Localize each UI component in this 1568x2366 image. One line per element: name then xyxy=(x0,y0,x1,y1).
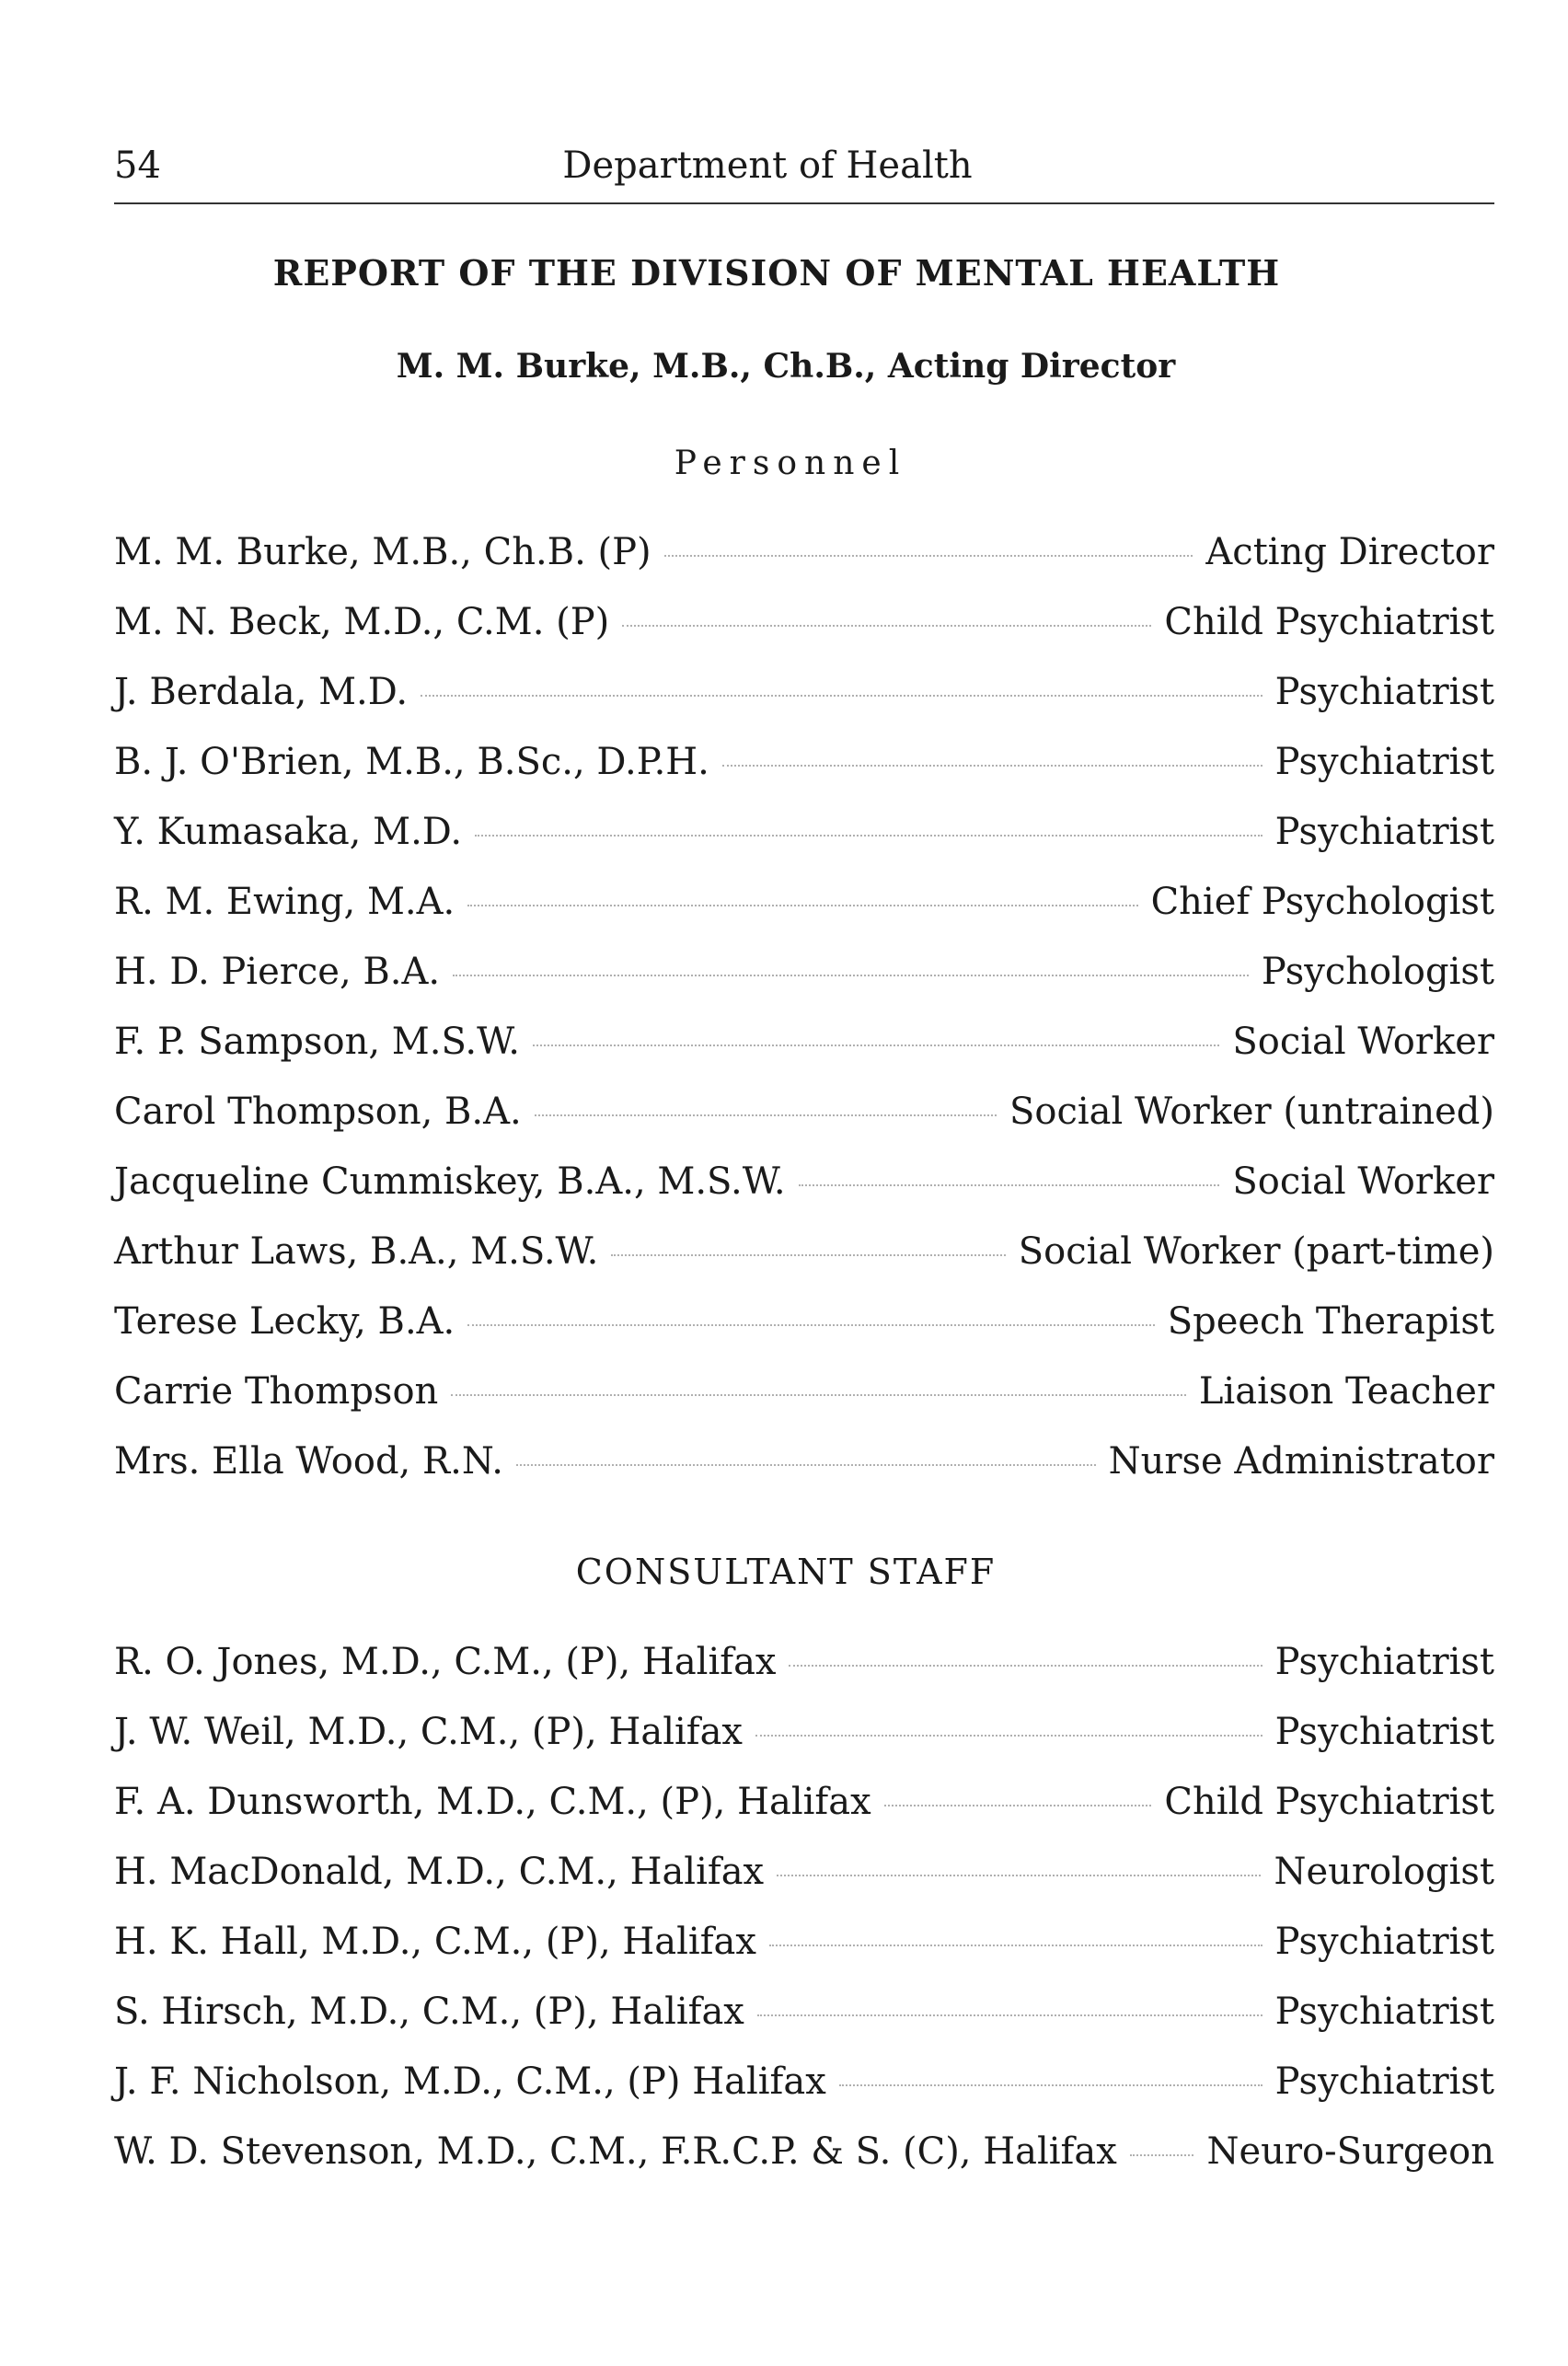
dot-leader xyxy=(451,1394,1186,1396)
staff-name: Mrs. Ella Wood, R.N. xyxy=(114,1440,503,1483)
report-title: REPORT OF THE DIVISION OF MENTAL HEALTH xyxy=(272,252,1281,294)
consultant-row xyxy=(114,1907,1494,1977)
personnel-row xyxy=(114,1217,1494,1287)
consultant-name: R. O. Jones, M.D., C.M., (P), Halifax xyxy=(114,1641,777,1683)
consultant-role: Neuro-Surgeon xyxy=(1206,2130,1494,2173)
staff-name: Y. Kumasaka, M.D. xyxy=(114,811,463,853)
staff-name: Terese Lecky, B.A. xyxy=(114,1300,455,1343)
consultant-name: J. W. Weil, M.D., C.M., (P), Halifax xyxy=(114,1711,743,1753)
dot-leader xyxy=(516,1464,1096,1466)
header-rule xyxy=(114,202,1494,204)
personnel-row xyxy=(114,1077,1494,1147)
staff-role: Child Psychiatrist xyxy=(1164,601,1494,643)
dot-leader xyxy=(1130,2154,1194,2156)
dot-leader xyxy=(884,1805,1152,1806)
staff-role: Liaison Teacher xyxy=(1198,1370,1494,1413)
dot-leader xyxy=(467,1324,1154,1326)
dot-leader xyxy=(475,835,1262,837)
personnel-list xyxy=(114,517,1494,1496)
staff-role: Chief Psychologist xyxy=(1150,881,1494,923)
dot-leader xyxy=(757,2014,1262,2016)
personnel-row xyxy=(114,937,1494,1007)
consultant-role: Psychiatrist xyxy=(1274,1641,1494,1683)
consultant-name: J. F. Nicholson, M.D., C.M., (P) Halifax xyxy=(114,2060,826,2103)
consultant-role: Psychiatrist xyxy=(1274,1991,1494,2033)
personnel-row xyxy=(114,517,1494,587)
staff-role: Social Worker xyxy=(1232,1021,1494,1063)
dot-leader xyxy=(755,1735,1262,1737)
consultant-row xyxy=(114,2047,1494,2117)
staff-name: M. M. Burke, M.B., Ch.B. (P) xyxy=(114,531,651,573)
personnel-row xyxy=(114,1007,1494,1077)
dot-leader xyxy=(839,2084,1262,2086)
personnel-row xyxy=(114,797,1494,867)
dot-leader xyxy=(799,1184,1220,1186)
personnel-row xyxy=(114,1287,1494,1356)
staff-name: Jacqueline Cummiskey, B.A., M.S.W. xyxy=(114,1160,786,1203)
dot-leader xyxy=(421,695,1262,697)
consultant-role: Child Psychiatrist xyxy=(1164,1781,1494,1823)
staff-role: Psychiatrist xyxy=(1274,811,1494,853)
dot-leader xyxy=(622,625,1151,627)
document-page xyxy=(114,138,1494,2187)
consultant-role: Neurologist xyxy=(1274,1851,1494,1893)
staff-name: Carrie Thompson xyxy=(114,1370,439,1413)
running-header xyxy=(114,138,1494,193)
personnel-row xyxy=(114,1356,1494,1426)
consultant-name: H. MacDonald, M.D., C.M., Halifax xyxy=(114,1851,765,1893)
running-title: Department of Health xyxy=(562,144,973,187)
staff-role: Psychiatrist xyxy=(1274,671,1494,713)
personnel-heading: Personnel xyxy=(674,444,907,482)
staff-role: Speech Therapist xyxy=(1167,1300,1494,1343)
consultant-name: F. A. Dunsworth, M.D., C.M., (P), Halifax xyxy=(114,1781,871,1823)
staff-name: M. N. Beck, M.D., C.M. (P) xyxy=(114,601,610,643)
personnel-row xyxy=(114,727,1494,797)
staff-role: Psychiatrist xyxy=(1274,741,1494,783)
dot-leader xyxy=(777,1875,1261,1876)
dot-leader xyxy=(611,1254,1005,1256)
dot-leader xyxy=(533,1045,1219,1046)
personnel-row xyxy=(114,1147,1494,1217)
staff-role: Social Worker (untrained) xyxy=(1009,1091,1494,1133)
staff-role: Social Worker (part-time) xyxy=(1018,1230,1494,1273)
dot-leader xyxy=(769,1945,1262,1946)
personnel-row xyxy=(114,867,1494,937)
dot-leader xyxy=(453,975,1249,976)
consultant-row xyxy=(114,1837,1494,1907)
dot-leader xyxy=(789,1665,1262,1667)
staff-name: R. M. Ewing, M.A. xyxy=(114,881,455,923)
consultant-role: Psychiatrist xyxy=(1274,1711,1494,1753)
staff-role: Acting Director xyxy=(1205,531,1494,573)
consultant-row xyxy=(114,2117,1494,2187)
dot-leader xyxy=(664,555,1193,557)
staff-name: B. J. O'Brien, M.B., B.Sc., D.P.H. xyxy=(114,741,709,783)
staff-role: Nurse Administrator xyxy=(1108,1440,1494,1483)
consultant-row xyxy=(114,1697,1494,1767)
consultant-row xyxy=(114,1627,1494,1697)
consultant-name: W. D. Stevenson, M.D., C.M., F.R.C.P. & S. (C), Halifax xyxy=(114,2130,1117,2173)
staff-name: J. Berdala, M.D. xyxy=(114,671,409,713)
consultant-staff-list xyxy=(114,1627,1494,2187)
dot-leader xyxy=(535,1114,997,1116)
personnel-row xyxy=(114,657,1494,727)
staff-name: F. P. Sampson, M.S.W. xyxy=(114,1021,520,1063)
consultant-role: Psychiatrist xyxy=(1274,1921,1494,1963)
staff-role: Psychologist xyxy=(1261,951,1494,993)
staff-name: H. D. Pierce, B.A. xyxy=(114,951,441,993)
consultant-staff-heading: CONSULTANT STAFF xyxy=(575,1552,997,1592)
dot-leader xyxy=(722,765,1262,767)
consultant-role: Psychiatrist xyxy=(1274,2060,1494,2103)
personnel-row xyxy=(114,1426,1494,1496)
consultant-row xyxy=(114,1977,1494,2047)
personnel-row xyxy=(114,587,1494,657)
page-number: 54 xyxy=(114,144,161,187)
staff-name: Carol Thompson, B.A. xyxy=(114,1091,522,1133)
dot-leader xyxy=(467,905,1137,906)
staff-name: Arthur Laws, B.A., M.S.W. xyxy=(114,1230,599,1273)
staff-role: Social Worker xyxy=(1232,1160,1494,1203)
consultant-row xyxy=(114,1767,1494,1837)
consultant-name: H. K. Hall, M.D., C.M., (P), Halifax xyxy=(114,1921,756,1963)
report-subtitle: M. M. Burke, M.B., Ch.B., Acting Director xyxy=(396,347,1176,386)
consultant-name: S. Hirsch, M.D., C.M., (P), Halifax xyxy=(114,1991,744,2033)
